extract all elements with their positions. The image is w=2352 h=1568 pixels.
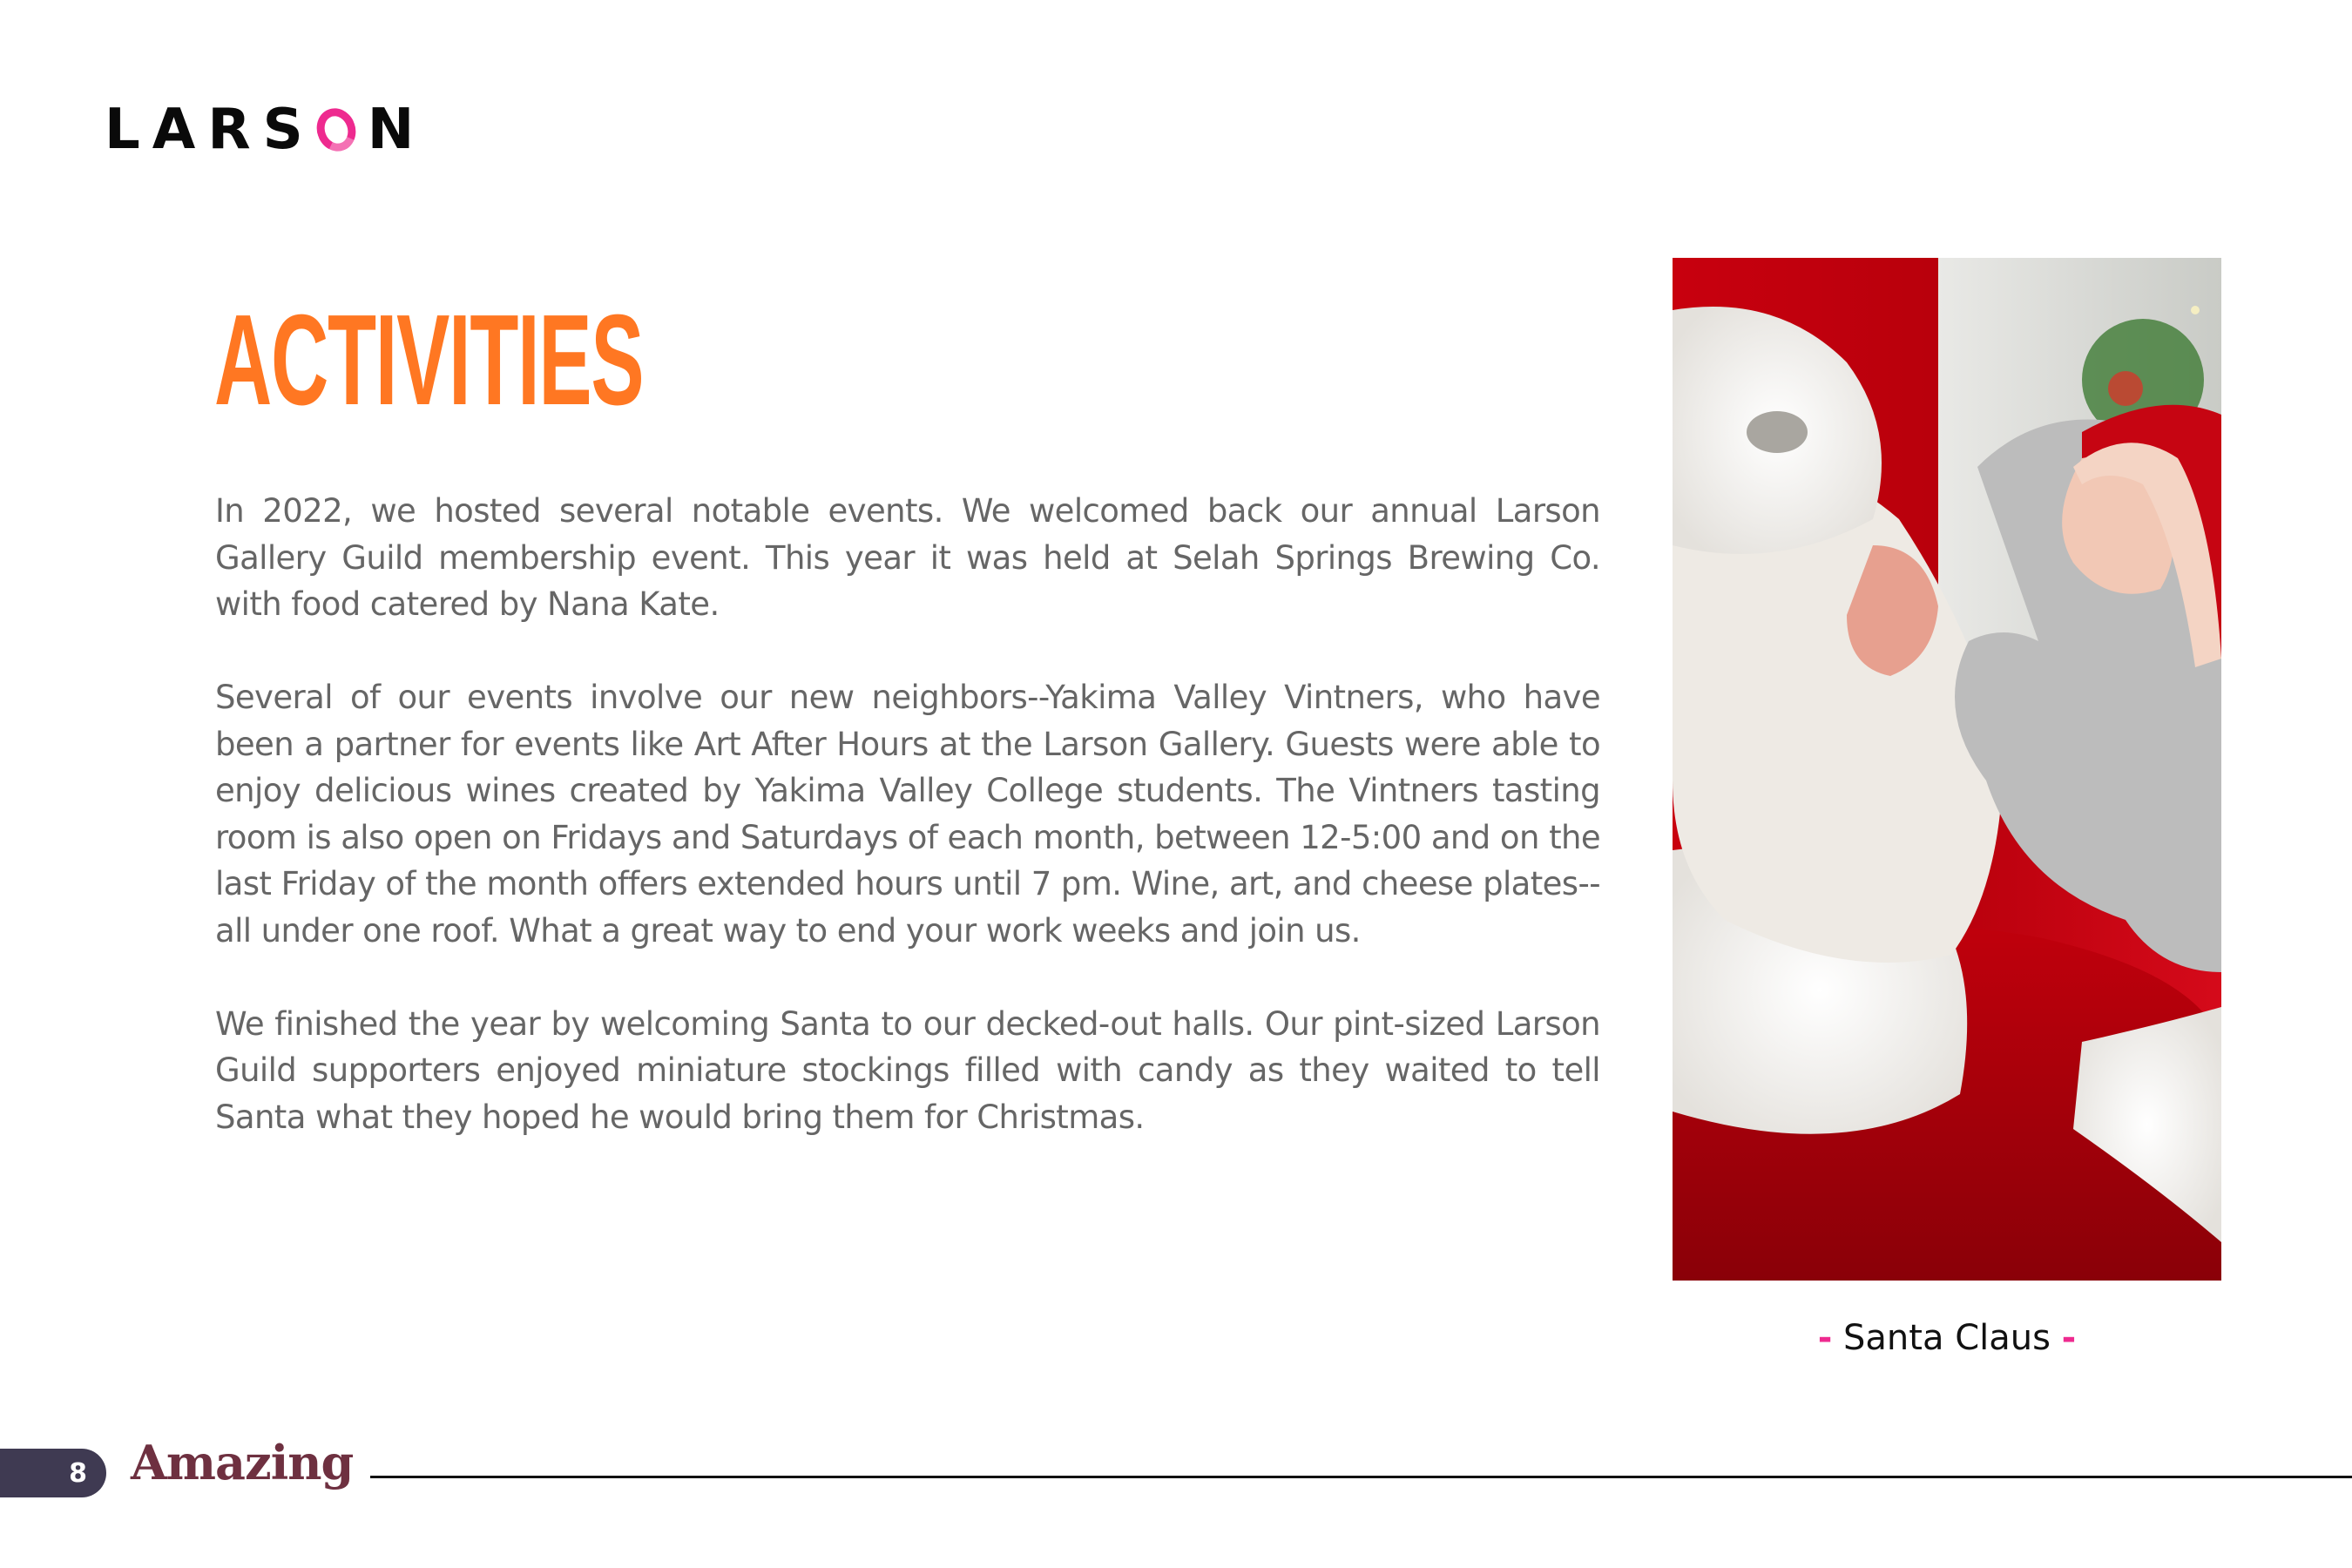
page-number-badge [0, 1449, 106, 1497]
photo-caption [1673, 1314, 2221, 1362]
paragraph-3: We finished the year by welcoming Santa to our decked-out halls. Our pint-sized Larson Guild supporters enjoyed miniature stockings filled with candy as they waited to tell Santa what they hoped he would bring them for Christmas. [215, 1004, 1600, 1136]
santa-photo-illustration [1673, 258, 2221, 1281]
footer-section-word: Amazing [131, 1435, 354, 1490]
caption-dash-left: - [1817, 1318, 1833, 1358]
logo-text-left: LARS [105, 98, 315, 162]
footer-divider [370, 1476, 2352, 1478]
body-text [215, 488, 1600, 1187]
caption-text: Santa Claus [1843, 1318, 2051, 1358]
page-title: ACTIVITIES [214, 288, 644, 432]
santa-photo [1673, 258, 2221, 1281]
logo-text-right: N [367, 98, 427, 162]
larson-logo [105, 98, 427, 162]
paragraph-2: Several of our events involve our new neighbors--Yakima Valley Vintners, who have been a partner for events like Art After Hours at the Larson Gallery. Guests were able to enjoy delicious wines created by Yakima Valley College students. The Vintners tasting room is also open on Fridays and Saturdays of each month, between 12-5:00 and on the last Friday of the month offers extended hours until 7 pm. Wine, art, and cheese plates--all under one roof. What a great way to end your work weeks and join us. [215, 679, 1600, 950]
caption-dash-right: - [2061, 1318, 2077, 1358]
logo-ring-icon [310, 103, 361, 157]
page-number: 8 [69, 1457, 87, 1489]
paragraph-1: In 2022, we hosted several notable events. We welcomed back our annual Larson Gallery Guild membership event. This year it was held at Selah Springs Brewing Co. with food catered by Nana Kate. [215, 492, 1600, 623]
